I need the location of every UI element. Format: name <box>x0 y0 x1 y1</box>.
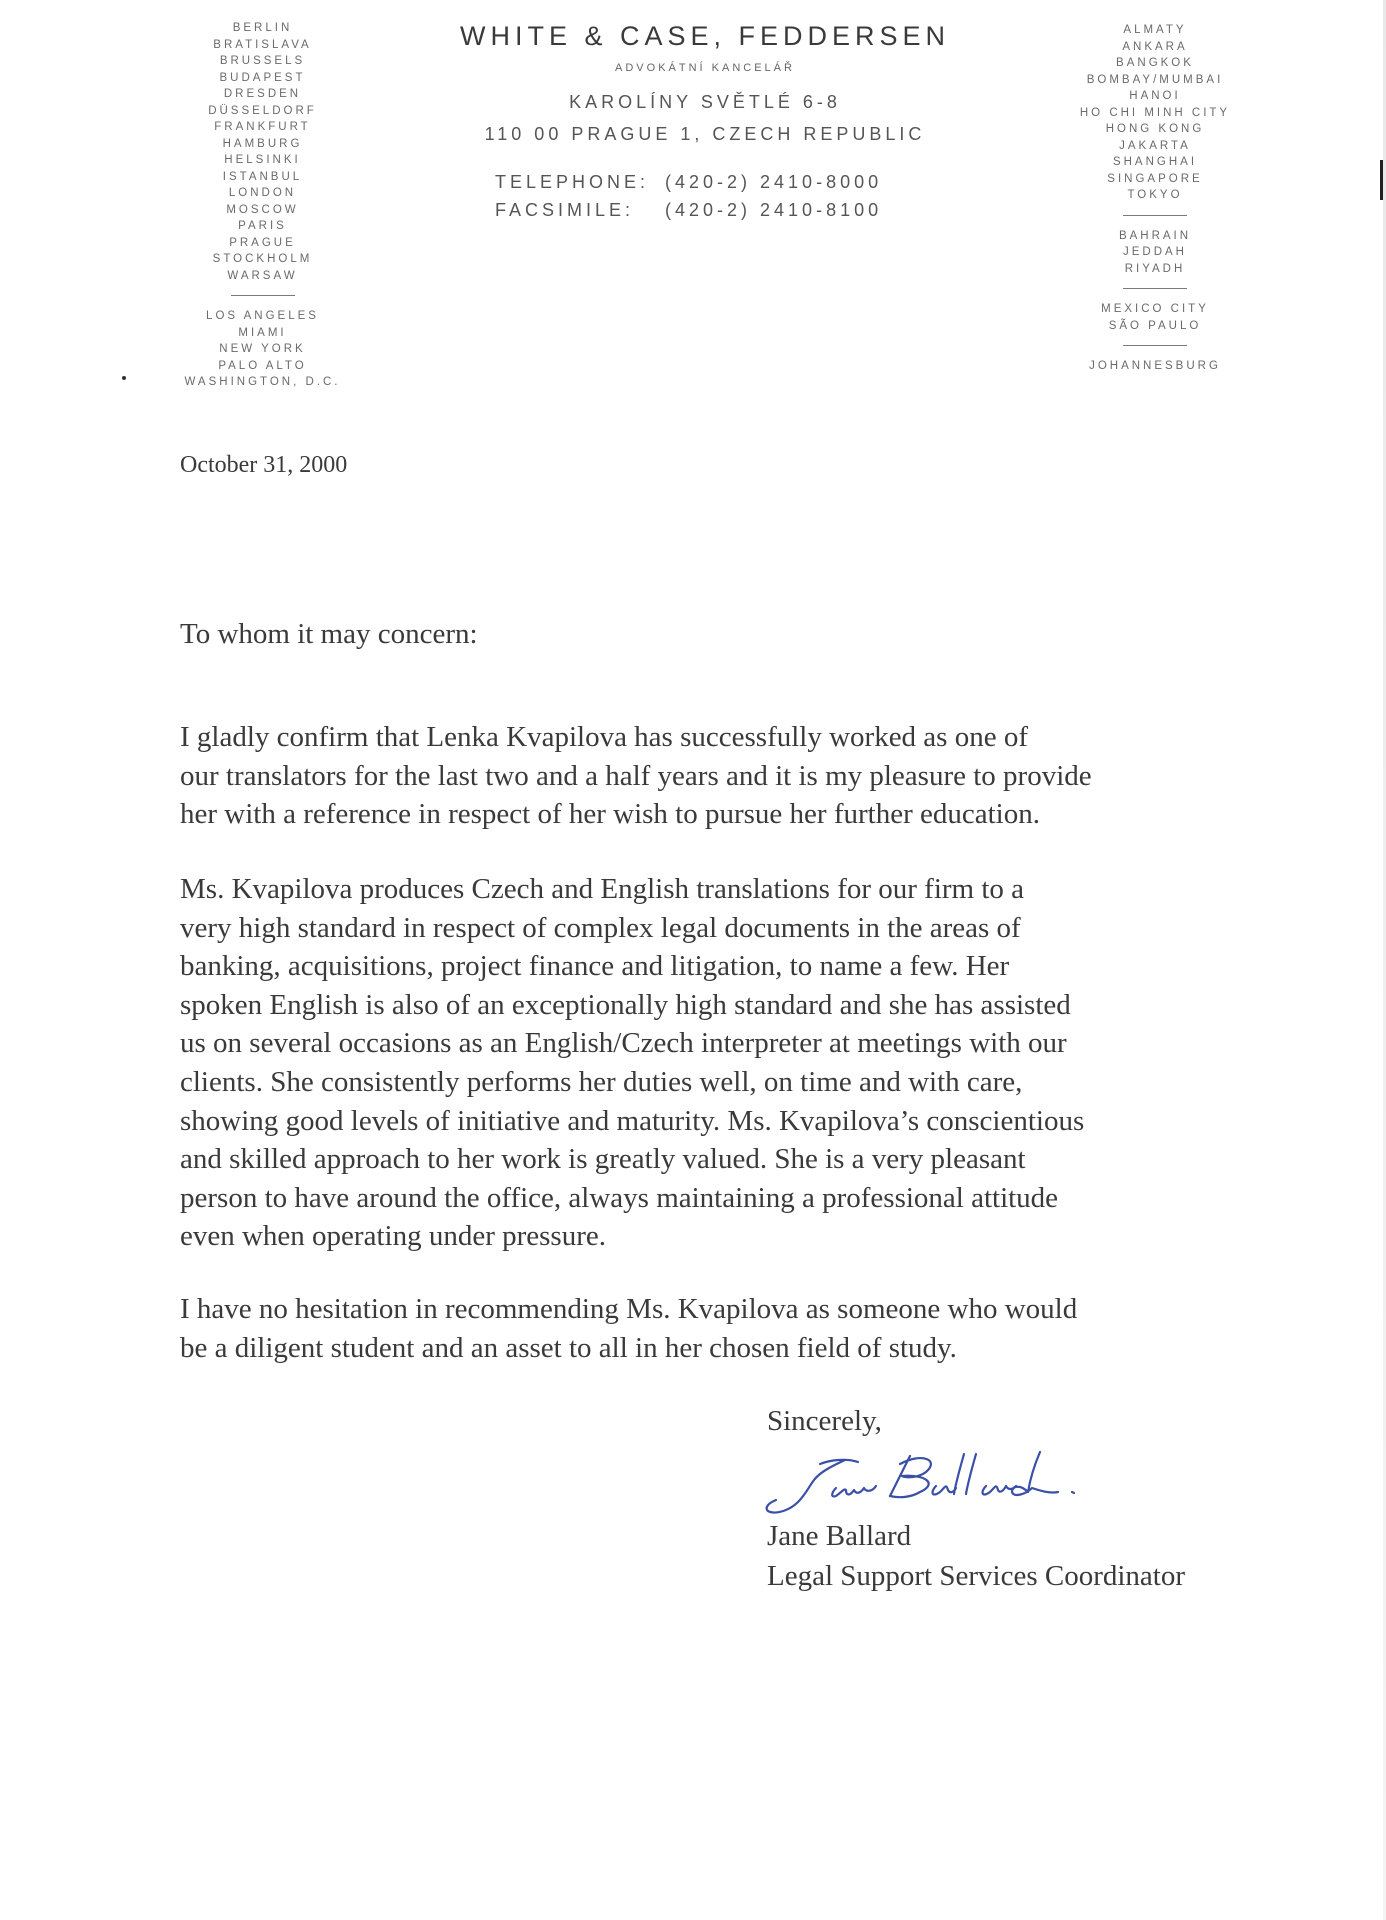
office-city: PALO ALTO <box>218 359 307 372</box>
right-office-list <box>1060 22 1250 375</box>
office-city: LONDON <box>228 187 297 199</box>
office-city: PARIS <box>238 220 287 232</box>
telephone-label: TELEPHONE: <box>495 172 650 192</box>
right-office-group-africa <box>1060 358 1250 375</box>
text-line: showing good levels of initiative and maturity. Ms. Kvapilova’s conscientious <box>180 1104 1085 1137</box>
divider <box>1123 215 1187 216</box>
letter-date: October 31, 2000 <box>180 452 348 478</box>
text-line: banking, acquisitions, project finance and litigation, to name a few. Her <box>180 950 1010 983</box>
left-office-list <box>170 20 355 391</box>
office-city: BUDAPEST <box>219 71 306 84</box>
paragraph-1 <box>180 718 1230 834</box>
address-line-2: 110 00 PRAGUE 1, CZECH REPUBLIC <box>484 124 926 144</box>
text-line: very high standard in respect of complex legal documents in the areas of <box>180 911 1021 944</box>
telephone-row <box>495 168 1025 196</box>
office-city: ISTANBUL <box>222 170 303 183</box>
office-city: BERLIN <box>232 22 293 34</box>
text-line: us on several occasions as an English/Czech interpreter at meetings with our <box>180 1027 1067 1060</box>
text-line: I have no hesitation in recommending Ms. Kvapilova as someone who would <box>180 1293 1078 1325</box>
fax-number: (420-2) 2410-8100 <box>665 200 883 220</box>
right-office-group-middle-east <box>1060 228 1250 278</box>
office-city: SHANGHAI <box>1112 156 1198 168</box>
office-city: MOSCOW <box>226 203 299 216</box>
office-city: BANGKOK <box>1116 57 1194 69</box>
office-city: HAMBURG <box>222 137 303 150</box>
text-line: person to have around the office, always maintaining a professional attitude <box>180 1181 1059 1214</box>
office-city: JEDDAH <box>1122 246 1187 258</box>
office-city: PRAGUE <box>229 236 296 249</box>
office-city: JAKARTA <box>1119 139 1191 152</box>
telephone-number: (420-2) 2410-8000 <box>665 172 883 192</box>
divider <box>231 295 295 296</box>
office-city: ALMATY <box>1123 24 1187 36</box>
text-line: even when operating under pressure. <box>180 1220 606 1253</box>
office-city: HELSINKI <box>224 154 301 166</box>
office-city: SINGAPORE <box>1107 172 1203 185</box>
office-city: HO CHI MINH CITY <box>1079 106 1231 119</box>
firm-subtitle: ADVOKÁTNÍ KANCELÁŘ <box>615 62 795 74</box>
right-office-group-latin-america <box>1060 301 1250 334</box>
text-line: our translators for the last two and a half years and it is my pleasure to provide <box>180 759 1092 792</box>
office-city: DÜSSELDORF <box>208 104 317 117</box>
office-city: SÃO PAULO <box>1108 319 1202 332</box>
paragraph-2 <box>180 870 1230 1256</box>
office-city: STOCKHOLM <box>212 253 313 265</box>
signer-title: Legal Support Services Coordinator <box>767 1560 1185 1592</box>
office-city: NEW YORK <box>219 343 306 355</box>
signer-name: Jane Ballard <box>767 1520 912 1552</box>
closing: Sincerely, <box>767 1405 882 1437</box>
office-city: RIYADH <box>1124 262 1186 275</box>
office-city: BOMBAY/MUMBAI <box>1086 73 1224 86</box>
office-city: HONG KONG <box>1105 123 1205 135</box>
text-line: and skilled approach to her work is greatly valued. She is a very pleasant <box>180 1143 1026 1176</box>
handwritten-signature <box>750 1442 1080 1532</box>
office-city: MEXICO CITY <box>1101 303 1209 315</box>
left-office-group-europe <box>170 20 355 284</box>
text-line: I gladly confirm that Lenka Kvapilova has successfully worked as one of <box>180 721 1028 753</box>
right-office-group-asia <box>1060 22 1250 204</box>
text-line: her with a reference in respect of her wish to pursue her further education. <box>180 798 1040 831</box>
fax-row <box>495 196 1025 224</box>
office-city: JOHANNESBURG <box>1089 360 1221 372</box>
text-line: be a diligent student and an asset to all in her chosen field of study. <box>180 1331 957 1364</box>
divider <box>1123 288 1187 289</box>
office-city: FRANKFURT <box>214 121 311 133</box>
office-city: HANOI <box>1129 90 1181 102</box>
office-city: BAHRAIN <box>1118 229 1192 242</box>
contact-block <box>385 168 1025 224</box>
salutation: To whom it may concern: <box>180 618 478 650</box>
office-city: BRATISLAVA <box>213 38 312 51</box>
office-city: MIAMI <box>238 326 287 339</box>
paragraph-3 <box>180 1290 1230 1367</box>
text-line: spoken English is also of an exceptionally high standard and she has assisted <box>180 988 1071 1021</box>
scan-mark <box>1380 160 1383 200</box>
office-city: WASHINGTON, D.C. <box>184 376 341 388</box>
office-city: TOKYO <box>1127 189 1183 201</box>
left-office-group-usa <box>170 308 355 391</box>
fax-label: FACSIMILE: <box>495 200 635 220</box>
text-line: Ms. Kvapilova produces Czech and English translations for our firm to a <box>180 873 1025 905</box>
text-line: clients. She consistently performs her duties well, on time and with care, <box>180 1065 1023 1098</box>
firm-name: WHITE & CASE, FEDDERSEN <box>459 21 951 51</box>
scan-speck <box>122 376 126 380</box>
address-line-1: KAROLÍNY SVĚTLÉ 6-8 <box>569 92 841 112</box>
office-city: DRESDEN <box>223 88 302 100</box>
divider <box>1123 345 1187 346</box>
office-city: WARSAW <box>227 269 298 282</box>
firm-letterhead <box>385 20 1025 224</box>
office-city: BRUSSELS <box>219 55 306 67</box>
office-city: LOS ANGELES <box>206 310 319 322</box>
office-city: ANKARA <box>1122 40 1188 53</box>
